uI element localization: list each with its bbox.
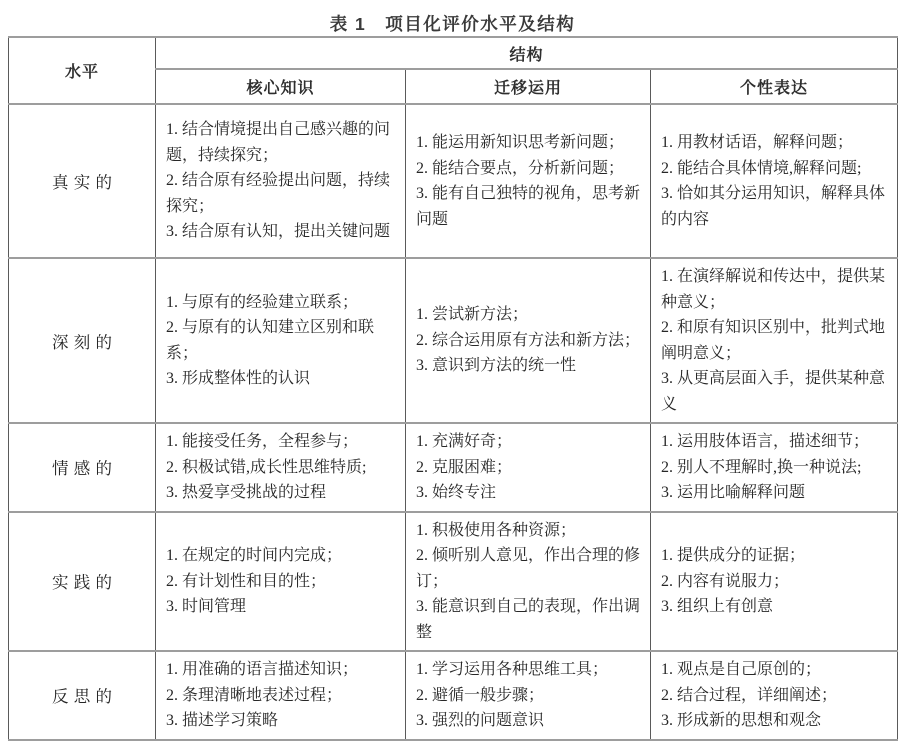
criterion-item: 1. 观点是自己原创的； [661,661,822,678]
criterion-item: 2. 有计划性和目的性； [166,572,327,590]
table-row-profound [9,258,898,423]
criterion-item: 1. 能运用新知识思考新问题； [416,134,625,151]
criterion-item: 2. 综合运用原有方法和新方法； [416,331,641,349]
criterion-item: 2. 能结合要点，分析新问题； [416,159,625,177]
criterion-item: 2. 内容有说服力； [661,572,790,590]
cell-transfer-application [406,512,651,652]
table-row-emotional [9,423,898,512]
cell-transfer-application [406,104,651,258]
criterion-item: 3. 形成新的思想和观念 [661,712,822,729]
header-transfer-application: 迁移运用 [406,69,651,104]
header-personal-expression: 个性表达 [651,69,898,104]
criterion-item: 3. 运用比喻解释问题 [661,484,806,501]
level-label: 情感的 [9,423,156,512]
criterion-item: 1. 用教材话语，解释问题； [661,134,854,151]
table-row-practical [9,512,898,652]
criterion-item: 1. 提供成分的证据； [661,547,806,564]
criterion-item: 3. 意识到方法的统一性 [416,357,577,375]
criterion-item: 3. 结合原有认知，提出关键问题 [166,223,391,241]
criterion-item: 3. 从更高层面入手，提供某种意义 [661,370,886,413]
criterion-item: 3. 能意识到自己的表现，作出调整 [416,598,641,641]
criterion-item: 3. 热爱享受挑战的过程 [166,484,327,501]
header-level: 水平 [9,37,156,104]
criterion-item: 3. 形成整体性的认识 [166,370,311,387]
cell-personal-expression [651,104,898,258]
criterion-item: 1. 学习运用各种思维工具； [416,661,609,678]
criterion-item: 3. 强烈的问题意识 [416,712,545,729]
criterion-item: 3. 时间管理 [166,598,247,615]
criterion-item: 2. 结合过程，详细阐述； [661,686,838,704]
criterion-item: 1. 结合情境提出自己感兴趣的问题，持续探究； [166,121,391,164]
criterion-item: 2. 积极试错,成长性思维特质; [166,458,367,476]
criterion-item: 1. 用准确的语言描述知识； [166,661,359,678]
criterion-item: 3. 恰如其分运用知识，解释具体的内容 [661,185,886,228]
cell-core-knowledge [156,104,406,258]
level-label: 深刻的 [9,258,156,423]
cell-core-knowledge [156,651,406,740]
criterion-item: 1. 与原有的经验建立联系； [166,293,359,311]
criterion-item: 2. 结合原有经验提出问题，持续探究； [166,172,391,215]
cell-personal-expression [651,651,898,740]
cell-transfer-application [406,651,651,740]
criterion-item: 3. 能有自己独特的视角，思考新问题 [416,185,641,228]
criterion-item: 1. 在规定的时间内完成； [166,547,343,564]
criterion-item: 1. 尝试新方法； [416,306,529,324]
criterion-item: 3. 始终专注 [416,484,497,501]
header-structure: 结构 [156,37,898,69]
criterion-item: 2. 别人不理解时,换一种说法; [661,458,862,476]
level-label: 实践的 [9,512,156,652]
cell-transfer-application [406,423,651,512]
cell-personal-expression [651,512,898,652]
level-label: 反思的 [9,651,156,740]
table-row-authentic [9,104,898,258]
criterion-item: 1. 运用肢体语言，描述细节； [661,433,870,450]
criterion-item: 2. 条理清晰地表述过程； [166,686,343,704]
header-row-structure [9,37,898,69]
cell-personal-expression [651,423,898,512]
criterion-item: 2. 克服困难； [416,458,513,476]
cell-transfer-application [406,258,651,423]
criterion-item: 3. 组织上有创意 [661,598,774,615]
cell-personal-expression [651,258,898,423]
criterion-item: 2. 能结合具体情境,解释问题; [661,159,862,177]
level-label: 真实的 [9,104,156,258]
criterion-item: 1. 在演绎解说和传达中，提供某种意义； [661,268,886,311]
cell-core-knowledge [156,258,406,423]
criterion-item: 2. 与原有的认知建立区别和联系； [166,319,375,362]
criterion-item: 2. 倾听别人意见，作出合理的修订； [416,547,641,590]
criterion-item: 2. 和原有知识区别中，批判式地阐明意义； [661,319,886,362]
criterion-item: 1. 充满好奇； [416,433,513,450]
cell-core-knowledge [156,423,406,512]
cell-core-knowledge [156,512,406,652]
header-core-knowledge: 核心知识 [156,69,406,104]
evaluation-table [8,36,898,741]
criterion-item: 3. 描述学习策略 [166,712,279,729]
criterion-item: 1. 能接受任务，全程参与； [166,433,359,450]
table-row-reflective [9,651,898,740]
criterion-item: 2. 避循一般步骤； [416,686,545,704]
table-caption: 表 1 项目化评价水平及结构 [329,14,576,34]
criterion-item: 1. 积极使用各种资源； [416,521,577,539]
